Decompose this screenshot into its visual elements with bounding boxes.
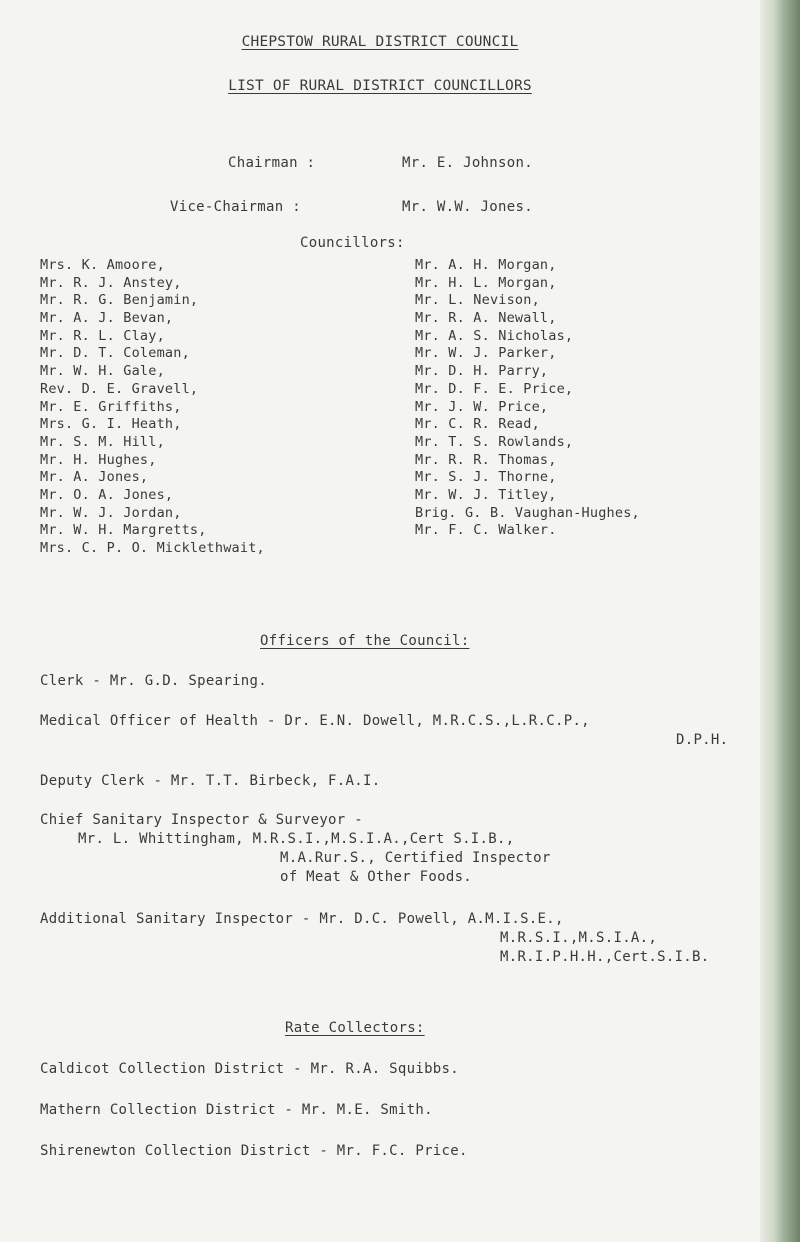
list-item: Mr. A. S. Nicholas,	[415, 327, 574, 344]
list-item: Mr. R. A. Newall,	[415, 310, 557, 327]
list-item: Mr. R. G. Benjamin,	[40, 292, 199, 309]
additional-inspector-line: Additional Sanitary Inspector - Mr. D.C. Powell, A.M.I.S.E.,	[40, 911, 564, 927]
shirenewton-collector-line: Shirenewton Collection District - Mr. F.C. Price.	[40, 1143, 468, 1159]
list-item: Mr. C. R. Read,	[415, 416, 540, 433]
council-title: CHEPSTOW RURAL DISTRICT COUNCIL	[241, 34, 519, 50]
list-item: Mr. D. H. Parry,	[415, 363, 549, 380]
list-item: Mr. W. J. Jordan,	[40, 504, 182, 521]
chief-inspector-name: Mr. L. Whittingham, M.R.S.I.,M.S.I.A.,Cert S.I.B.,	[78, 831, 515, 847]
page-edge-shadow	[760, 0, 800, 1242]
list-item: Mr. W. J. Parker,	[415, 345, 557, 362]
list-item: Mr. F. C. Walker.	[415, 522, 557, 539]
list-item: Mr. D. T. Coleman,	[40, 345, 190, 362]
list-item: Mr. H. L. Morgan,	[415, 274, 557, 291]
additional-inspector-qualification: M.R.I.P.H.H.,Cert.S.I.B.	[500, 949, 710, 965]
mathern-collector-line: Mathern Collection District - Mr. M.E. Smith.	[40, 1102, 433, 1118]
chairman-name: Mr. E. Johnson.	[402, 155, 533, 171]
additional-inspector-qualification: M.R.S.I.,M.S.I.A.,	[500, 930, 658, 946]
rate-collectors-heading: Rate Collectors:	[285, 1020, 425, 1036]
list-item: Mr. R. R. Thomas,	[415, 451, 557, 468]
list-item: Mr. H. Hughes,	[40, 451, 157, 468]
deputy-clerk-line: Deputy Clerk - Mr. T.T. Birbeck, F.A.I.	[40, 773, 381, 789]
list-item: Mr. J. W. Price,	[415, 398, 549, 415]
vice-chairman-label: Vice-Chairman :	[170, 199, 301, 215]
list-item: Mr. S. J. Thorne,	[415, 469, 557, 486]
chief-inspector-title: Chief Sanitary Inspector & Surveyor -	[40, 812, 363, 828]
clerk-line: Clerk - Mr. G.D. Spearing.	[40, 673, 267, 689]
list-item: Mr. W. H. Gale,	[40, 363, 165, 380]
list-item: Mr. O. A. Jones,	[40, 486, 174, 503]
chairman-label: Chairman :	[228, 155, 316, 171]
list-title: LIST OF RURAL DISTRICT COUNCILLORS	[228, 78, 532, 94]
chief-inspector-qualification: of Meat & Other Foods.	[280, 869, 473, 885]
list-item: Mr. D. F. E. Price,	[415, 380, 574, 397]
list-item: Mrs. K. Amoore,	[40, 257, 165, 273]
list-item: Mrs. G. I. Heath,	[40, 416, 182, 433]
list-item: Mr. W. H. Margretts,	[40, 522, 207, 539]
list-item: Brig. G. B. Vaughan-Hughes,	[415, 504, 640, 521]
list-item: Mr. W. J. Titley,	[415, 486, 557, 503]
list-item: Mr. E. Griffiths,	[40, 398, 182, 415]
officers-heading: Officers of the Council:	[260, 633, 470, 649]
list-item: Mr. A. H. Morgan,	[415, 257, 557, 273]
councillors-heading: Councillors:	[300, 235, 405, 251]
medical-officer-line: Medical Officer of Health - Dr. E.N. Dowell, M.R.C.S.,L.R.C.P.,	[40, 713, 590, 729]
councillors-right-column	[415, 257, 640, 540]
list-item: Rev. D. E. Gravell,	[40, 380, 199, 397]
caldicot-collector-line: Caldicot Collection District - Mr. R.A. Squibbs.	[40, 1061, 459, 1077]
list-item: Mr. R. L. Clay,	[40, 327, 165, 344]
list-item: Mrs. C. P. O. Micklethwait,	[40, 540, 265, 556]
list-item: Mr. A. J. Bevan,	[40, 310, 174, 327]
chief-inspector-qualification: M.A.Rur.S., Certified Inspector	[280, 850, 551, 866]
list-item: Mr. L. Nevison,	[415, 292, 540, 309]
list-item: Mr. T. S. Rowlands,	[415, 433, 574, 450]
medical-officer-qualification: D.P.H.	[676, 732, 729, 748]
list-item: Mr. R. J. Anstey,	[40, 274, 182, 291]
list-item: Mr. A. Jones,	[40, 469, 149, 486]
list-item: Mr. S. M. Hill,	[40, 433, 165, 450]
vice-chairman-name: Mr. W.W. Jones.	[402, 199, 533, 215]
councillors-left-column	[40, 257, 265, 558]
